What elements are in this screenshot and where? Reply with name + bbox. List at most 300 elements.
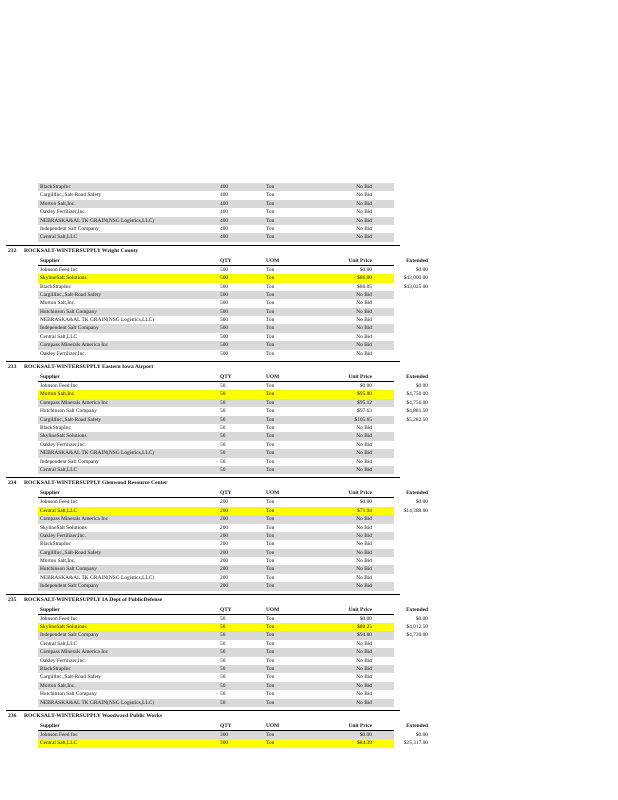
uom-cell: Ton <box>266 558 275 565</box>
bid-row <box>38 615 428 623</box>
unit-price-cell: No Bid <box>356 317 372 324</box>
bid-row <box>38 532 394 540</box>
supplier-cell: Oakley Fertilizer,Inc. <box>40 441 87 448</box>
qty-cell: 400 <box>220 209 229 216</box>
unit-price-cell: $0.00 <box>359 731 372 738</box>
qty-cell: 200 <box>220 532 229 539</box>
qty-cell: 500 <box>220 266 229 273</box>
unit-price-cell: No Bid <box>356 217 372 224</box>
supplier-cell: Hutchinson Salt Company <box>40 691 97 698</box>
unit-price-cell: No Bid <box>356 674 372 681</box>
uom-cell: Ton <box>266 466 275 473</box>
bid-row <box>38 233 394 241</box>
awarded-bid-row <box>38 274 428 282</box>
uom-cell: Ton <box>266 342 275 349</box>
extended-cell: $0.00 <box>415 731 428 738</box>
uom-column-header: UOM <box>266 374 280 381</box>
qty-cell: 50 <box>220 615 226 622</box>
bid-row <box>38 191 394 199</box>
qty-cell: 50 <box>220 674 226 681</box>
uom-cell: Ton <box>266 665 275 672</box>
bid-row <box>38 324 394 332</box>
qty-column-header: QTY <box>220 257 232 264</box>
uom-cell: Ton <box>266 740 275 747</box>
supplier-cell: Johnson Feed Inc <box>40 383 78 390</box>
qty-cell: 500 <box>220 350 229 357</box>
unit-price-cell: No Bid <box>356 541 372 548</box>
qty-cell: 50 <box>220 466 226 473</box>
uom-cell: Ton <box>266 624 275 631</box>
extended-column-header: Extended <box>406 257 428 264</box>
column-header-row <box>38 722 428 731</box>
item-number: 236 <box>8 712 17 719</box>
uom-cell: Ton <box>266 383 275 390</box>
item-section-header <box>6 710 400 722</box>
bid-row <box>38 557 394 565</box>
unit-price-cell: No Bid <box>356 558 372 565</box>
bid-row <box>38 183 394 191</box>
supplier-cell: Oakley Fertilizer,Inc. <box>40 350 87 357</box>
extended-cell: $25,317.00 <box>403 740 428 747</box>
bid-row <box>38 316 394 324</box>
uom-cell: Ton <box>266 217 275 224</box>
bid-row <box>38 382 428 390</box>
supplier-cell: NEBRASKA&AL TK GRAIN(NSG Logistics,LLC) <box>40 450 155 457</box>
unit-price-cell: No Bid <box>356 225 372 232</box>
unit-price-cell: No Bid <box>356 524 372 531</box>
unit-price-cell: $0.00 <box>359 615 372 622</box>
supplier-cell: Morton Salt,Inc. <box>40 300 76 307</box>
unit-price-cell: No Bid <box>356 300 372 307</box>
qty-cell: 500 <box>220 291 229 298</box>
supplier-cell: Morton Salt,Inc. <box>40 558 76 565</box>
unit-price-cell: $97.63 <box>357 408 372 415</box>
item-title: ROCKSALT-WINTERSUPPLY IA Dept of PublicDefense <box>24 596 163 603</box>
uom-cell: Ton <box>266 325 275 332</box>
bid-row <box>38 524 394 532</box>
uom-cell: Ton <box>266 192 275 199</box>
supplier-cell: Compass Minerals America Inc <box>40 399 109 406</box>
uom-cell: Ton <box>266 184 275 190</box>
column-header-row <box>38 373 428 382</box>
qty-cell: 400 <box>220 184 229 190</box>
uom-cell: Ton <box>266 583 275 590</box>
extended-cell: $4,012.50 <box>406 624 428 631</box>
item-section-header <box>6 477 400 489</box>
qty-cell: 500 <box>220 308 229 315</box>
bid-row <box>38 565 394 573</box>
supplier-column-header: Supplier <box>40 374 60 381</box>
unit-price-cell: No Bid <box>356 566 372 573</box>
unit-price-cell: $95.00 <box>357 391 372 398</box>
supplier-cell: CargillInc.,Salt-Road Safety <box>40 549 102 556</box>
unit-price-cell: No Bid <box>356 466 372 473</box>
uom-cell: Ton <box>266 507 275 514</box>
supplier-column-header: Supplier <box>40 257 60 264</box>
qty-cell: 300 <box>220 740 229 747</box>
qty-cell: 50 <box>220 424 226 431</box>
unit-price-cell: No Bid <box>356 458 372 465</box>
unit-price-cell: No Bid <box>356 699 372 706</box>
supplier-cell: Central Salt,LLC <box>40 333 78 340</box>
unit-price-cell: No Bid <box>356 682 372 689</box>
supplier-cell: BlackStrapInc <box>40 283 71 290</box>
uom-cell: Ton <box>266 549 275 556</box>
item-title: ROCKSALT-WINTERSUPPLY Wright County <box>24 247 139 254</box>
unit-price-cell: $71.94 <box>357 507 372 514</box>
extended-cell: $43,025.00 <box>403 283 428 290</box>
supplier-cell: Compass Minerals America Inc <box>40 516 109 523</box>
uom-column-header: UOM <box>266 722 280 729</box>
column-header-row <box>38 257 428 266</box>
awarded-bid-row <box>38 739 428 747</box>
supplier-cell: Johnson Feed Inc <box>40 266 78 273</box>
unit-price-cell: No Bid <box>356 665 372 672</box>
qty-cell: 500 <box>220 283 229 290</box>
qty-cell: 200 <box>220 558 229 565</box>
unit-price-cell: No Bid <box>356 583 372 590</box>
qty-cell: 200 <box>220 541 229 548</box>
uom-cell: Ton <box>266 424 275 431</box>
unit-price-cell: No Bid <box>356 209 372 216</box>
supplier-cell: CargillInc.,Salt-Road Safety <box>40 291 102 298</box>
unit-price-cell: No Bid <box>356 325 372 332</box>
uom-cell: Ton <box>266 225 275 232</box>
unit-price-cell: No Bid <box>356 516 372 523</box>
supplier-column-header: Supplier <box>40 606 60 613</box>
uom-column-header: UOM <box>266 606 280 613</box>
uom-cell: Ton <box>266 657 275 664</box>
unit-price-cell: No Bid <box>356 691 372 698</box>
uom-cell: Ton <box>266 266 275 273</box>
supplier-cell: Morton Salt,Inc. <box>40 682 76 689</box>
supplier-cell: NEBRASKA&AL TK GRAIN(NSG Logistics,LLC) <box>40 699 155 706</box>
qty-cell: 200 <box>220 583 229 590</box>
uom-cell: Ton <box>266 632 275 639</box>
supplier-cell: Johnson Feed Inc <box>40 731 78 738</box>
item-section-header <box>6 594 400 606</box>
extended-cell: $4,750.00 <box>406 391 428 398</box>
qty-cell: 200 <box>220 566 229 573</box>
uom-cell: Ton <box>266 699 275 706</box>
uom-column-header: UOM <box>266 257 280 264</box>
extended-cell: $43,000.00 <box>403 275 428 282</box>
uom-cell: Ton <box>266 674 275 681</box>
uom-cell: Ton <box>266 731 275 738</box>
bid-row <box>38 582 394 590</box>
qty-cell: 500 <box>220 300 229 307</box>
unit-price-cell: No Bid <box>356 291 372 298</box>
qty-cell: 50 <box>220 458 226 465</box>
extended-column-header: Extended <box>406 606 428 613</box>
extended-cell: $0.00 <box>415 615 428 622</box>
qty-cell: 400 <box>220 192 229 199</box>
item-title: ROCKSALT-WINTERSUPPLY Woodward Public Works <box>24 712 163 719</box>
qty-cell: 50 <box>220 640 226 647</box>
supplier-cell: NEBRASKA&AL TK GRAIN(NSG Logistics,LLC) <box>40 217 155 224</box>
uom-cell: Ton <box>266 532 275 539</box>
unit-price-cell: $84.39 <box>357 740 372 747</box>
unit-price-column-header: Unit Price <box>348 374 372 381</box>
extended-cell: $4,730.00 <box>406 632 428 639</box>
qty-cell: 50 <box>220 391 226 398</box>
qty-cell: 200 <box>220 516 229 523</box>
supplier-cell: Independent Salt Company <box>40 583 99 590</box>
unit-price-cell: No Bid <box>356 441 372 448</box>
qty-column-header: QTY <box>220 490 232 497</box>
bid-row <box>38 200 394 208</box>
qty-cell: 400 <box>220 234 229 241</box>
extended-cell: $5,282.50 <box>406 416 428 423</box>
awarded-bid-row <box>38 623 428 631</box>
supplier-cell: SkylineSalt Solutions <box>40 624 87 631</box>
supplier-cell: BlackStrapInc <box>40 541 71 548</box>
unit-price-cell: No Bid <box>356 333 372 340</box>
qty-cell: 200 <box>220 574 229 581</box>
unit-price-cell: No Bid <box>356 350 372 357</box>
unit-price-cell: $86.05 <box>357 283 372 290</box>
unit-price-cell: No Bid <box>356 649 372 656</box>
qty-cell: 50 <box>220 441 226 448</box>
unit-price-cell: No Bid <box>356 308 372 315</box>
bid-row <box>38 299 394 307</box>
qty-cell: 400 <box>220 225 229 232</box>
qty-cell: 500 <box>220 333 229 340</box>
bid-row <box>38 416 428 424</box>
supplier-cell: NEBRASKA&AL TK GRAIN(NSG Logistics,LLC) <box>40 317 155 324</box>
bid-row <box>38 266 428 274</box>
supplier-cell: Independent Salt Company <box>40 225 99 232</box>
qty-cell: 50 <box>220 624 226 631</box>
qty-cell: 300 <box>220 731 229 738</box>
extended-cell: $0.00 <box>415 499 428 506</box>
unit-price-cell: No Bid <box>356 424 372 431</box>
item-number: 234 <box>8 480 17 487</box>
bid-row <box>38 449 394 457</box>
uom-cell: Ton <box>266 291 275 298</box>
supplier-cell: Oakley Fertilizer,Inc. <box>40 532 87 539</box>
extended-cell: $0.00 <box>415 266 428 273</box>
bid-row <box>38 648 394 656</box>
bid-row <box>38 283 428 291</box>
bid-row <box>38 466 394 474</box>
unit-price-cell: No Bid <box>356 640 372 647</box>
uom-cell: Ton <box>266 234 275 241</box>
supplier-cell: Independent Salt Company <box>40 458 99 465</box>
uom-cell: Ton <box>266 691 275 698</box>
uom-cell: Ton <box>266 350 275 357</box>
item-number: 235 <box>8 596 17 603</box>
supplier-cell: NEBRASKA&AL TK GRAIN(NSG Logistics,LLC) <box>40 574 155 581</box>
unit-price-cell: $0.00 <box>359 383 372 390</box>
uom-cell: Ton <box>266 408 275 415</box>
unit-price-column-header: Unit Price <box>348 722 372 729</box>
unit-price-cell: $0.00 <box>359 499 372 506</box>
bid-row <box>38 208 394 216</box>
bid-row <box>38 549 394 557</box>
uom-cell: Ton <box>266 566 275 573</box>
bid-row <box>38 399 428 407</box>
supplier-cell: Central Salt,LLC <box>40 740 78 747</box>
unit-price-column-header: Unit Price <box>348 490 372 497</box>
uom-cell: Ton <box>266 308 275 315</box>
supplier-cell: BlackStrapInc <box>40 184 71 190</box>
supplier-cell: Central Salt,LLC <box>40 640 78 647</box>
unit-price-cell: No Bid <box>356 342 372 349</box>
supplier-cell: SkylineSalt Solutions <box>40 524 87 531</box>
qty-cell: 50 <box>220 408 226 415</box>
bid-row <box>38 540 394 548</box>
qty-cell: 200 <box>220 549 229 556</box>
bid-tabulation-document <box>0 183 618 748</box>
bid-row <box>38 341 394 349</box>
bid-row <box>38 574 394 582</box>
supplier-cell: Johnson Feed Inc <box>40 615 78 622</box>
bid-row <box>38 682 394 690</box>
unit-price-cell: No Bid <box>356 532 372 539</box>
uom-cell: Ton <box>266 391 275 398</box>
qty-cell: 500 <box>220 342 229 349</box>
qty-cell: 50 <box>220 399 226 406</box>
unit-price-cell: No Bid <box>356 574 372 581</box>
item-title: ROCKSALT-WINTERSUPPLY Eastern Iowa Airport <box>24 364 154 371</box>
bid-row <box>38 458 394 466</box>
extended-cell: $4,881.50 <box>406 408 428 415</box>
bid-row <box>38 432 394 440</box>
extended-column-header: Extended <box>406 374 428 381</box>
uom-cell: Ton <box>266 433 275 440</box>
supplier-cell: Hutchinson Salt Company <box>40 308 97 315</box>
bid-row <box>38 350 394 358</box>
unit-price-column-header: Unit Price <box>348 257 372 264</box>
bid-row <box>38 640 394 648</box>
qty-column-header: QTY <box>220 606 232 613</box>
qty-cell: 50 <box>220 416 226 423</box>
item-title: ROCKSALT-WINTERSUPPLY Glenwood Resource Center <box>24 480 168 487</box>
uom-cell: Ton <box>266 574 275 581</box>
qty-cell: 50 <box>220 383 226 390</box>
qty-cell: 50 <box>220 433 226 440</box>
supplier-cell: Central Salt,LLC <box>40 507 78 514</box>
supplier-cell: Johnson Feed Inc <box>40 499 78 506</box>
extended-cell: $14,388.00 <box>403 507 428 514</box>
unit-price-cell: $105.65 <box>354 416 372 423</box>
qty-cell: 50 <box>220 699 226 706</box>
extended-cell: $4,756.00 <box>406 399 428 406</box>
column-header-row <box>38 489 428 498</box>
supplier-cell: Compass Minerals America Inc <box>40 649 109 656</box>
bid-row <box>38 665 394 673</box>
bid-row <box>38 308 394 316</box>
uom-cell: Ton <box>266 200 275 207</box>
supplier-cell: Morton Salt,Inc. <box>40 391 76 398</box>
bid-row <box>38 657 394 665</box>
bid-row <box>38 631 428 639</box>
bid-row <box>38 424 394 432</box>
supplier-cell: Hutchinson Salt Company <box>40 566 97 573</box>
uom-cell: Ton <box>266 333 275 340</box>
bid-row <box>38 699 394 707</box>
qty-cell: 500 <box>220 317 229 324</box>
qty-cell: 500 <box>220 275 229 282</box>
unit-price-cell: No Bid <box>356 549 372 556</box>
supplier-column-header: Supplier <box>40 722 60 729</box>
qty-cell: 50 <box>220 450 226 457</box>
unit-price-cell: $80.25 <box>357 624 372 631</box>
uom-cell: Ton <box>266 450 275 457</box>
qty-column-header: QTY <box>220 374 232 381</box>
uom-cell: Ton <box>266 615 275 622</box>
supplier-cell: SkylineSalt Solutions <box>40 275 87 282</box>
supplier-cell: BlackStrapInc <box>40 424 71 431</box>
awarded-bid-row <box>38 507 428 515</box>
column-header-row <box>38 606 428 615</box>
supplier-cell: Oakley Fertilizer,Inc. <box>40 209 87 216</box>
extended-column-header: Extended <box>406 490 428 497</box>
supplier-cell: Compass Minerals America Inc <box>40 342 109 349</box>
unit-price-cell: $0.00 <box>359 266 372 273</box>
unit-price-cell: No Bid <box>356 184 372 190</box>
qty-cell: 200 <box>220 524 229 531</box>
uom-cell: Ton <box>266 499 275 506</box>
supplier-cell: Oakley Fertilizer,Inc. <box>40 657 87 664</box>
uom-cell: Ton <box>266 399 275 406</box>
qty-cell: 50 <box>220 657 226 664</box>
supplier-cell: Central Salt,LLC <box>40 466 78 473</box>
supplier-cell: Hutchinson Salt Company <box>40 408 97 415</box>
uom-cell: Ton <box>266 209 275 216</box>
bid-row <box>38 498 428 506</box>
bid-row <box>38 291 394 299</box>
uom-column-header: UOM <box>266 490 280 497</box>
uom-cell: Ton <box>266 275 275 282</box>
qty-cell: 500 <box>220 325 229 332</box>
unit-price-cell: No Bid <box>356 192 372 199</box>
bid-row <box>38 515 394 523</box>
qty-column-header: QTY <box>220 722 232 729</box>
awarded-bid-row <box>38 390 428 398</box>
supplier-column-header: Supplier <box>40 490 60 497</box>
unit-price-cell: No Bid <box>356 234 372 241</box>
bid-row <box>38 441 394 449</box>
item-section-header <box>6 361 400 373</box>
bid-row <box>38 407 428 415</box>
unit-price-cell: $95.12 <box>357 399 372 406</box>
qty-cell: 50 <box>220 682 226 689</box>
bid-row <box>38 673 394 681</box>
extended-column-header: Extended <box>406 722 428 729</box>
uom-cell: Ton <box>266 541 275 548</box>
qty-cell: 400 <box>220 200 229 207</box>
item-number: 232 <box>8 247 17 254</box>
qty-cell: 50 <box>220 665 226 672</box>
uom-cell: Ton <box>266 458 275 465</box>
uom-cell: Ton <box>266 416 275 423</box>
bid-row <box>38 690 394 698</box>
unit-price-cell: No Bid <box>356 433 372 440</box>
supplier-cell: SkylineSalt Solutions <box>40 433 87 440</box>
unit-price-cell: $86.00 <box>357 275 372 282</box>
uom-cell: Ton <box>266 524 275 531</box>
supplier-cell: Morton Salt,Inc. <box>40 200 76 207</box>
uom-cell: Ton <box>266 682 275 689</box>
unit-price-column-header: Unit Price <box>348 606 372 613</box>
uom-cell: Ton <box>266 441 275 448</box>
bid-row <box>38 731 428 739</box>
unit-price-cell: $94.60 <box>357 632 372 639</box>
qty-cell: 400 <box>220 217 229 224</box>
unit-price-cell: No Bid <box>356 200 372 207</box>
